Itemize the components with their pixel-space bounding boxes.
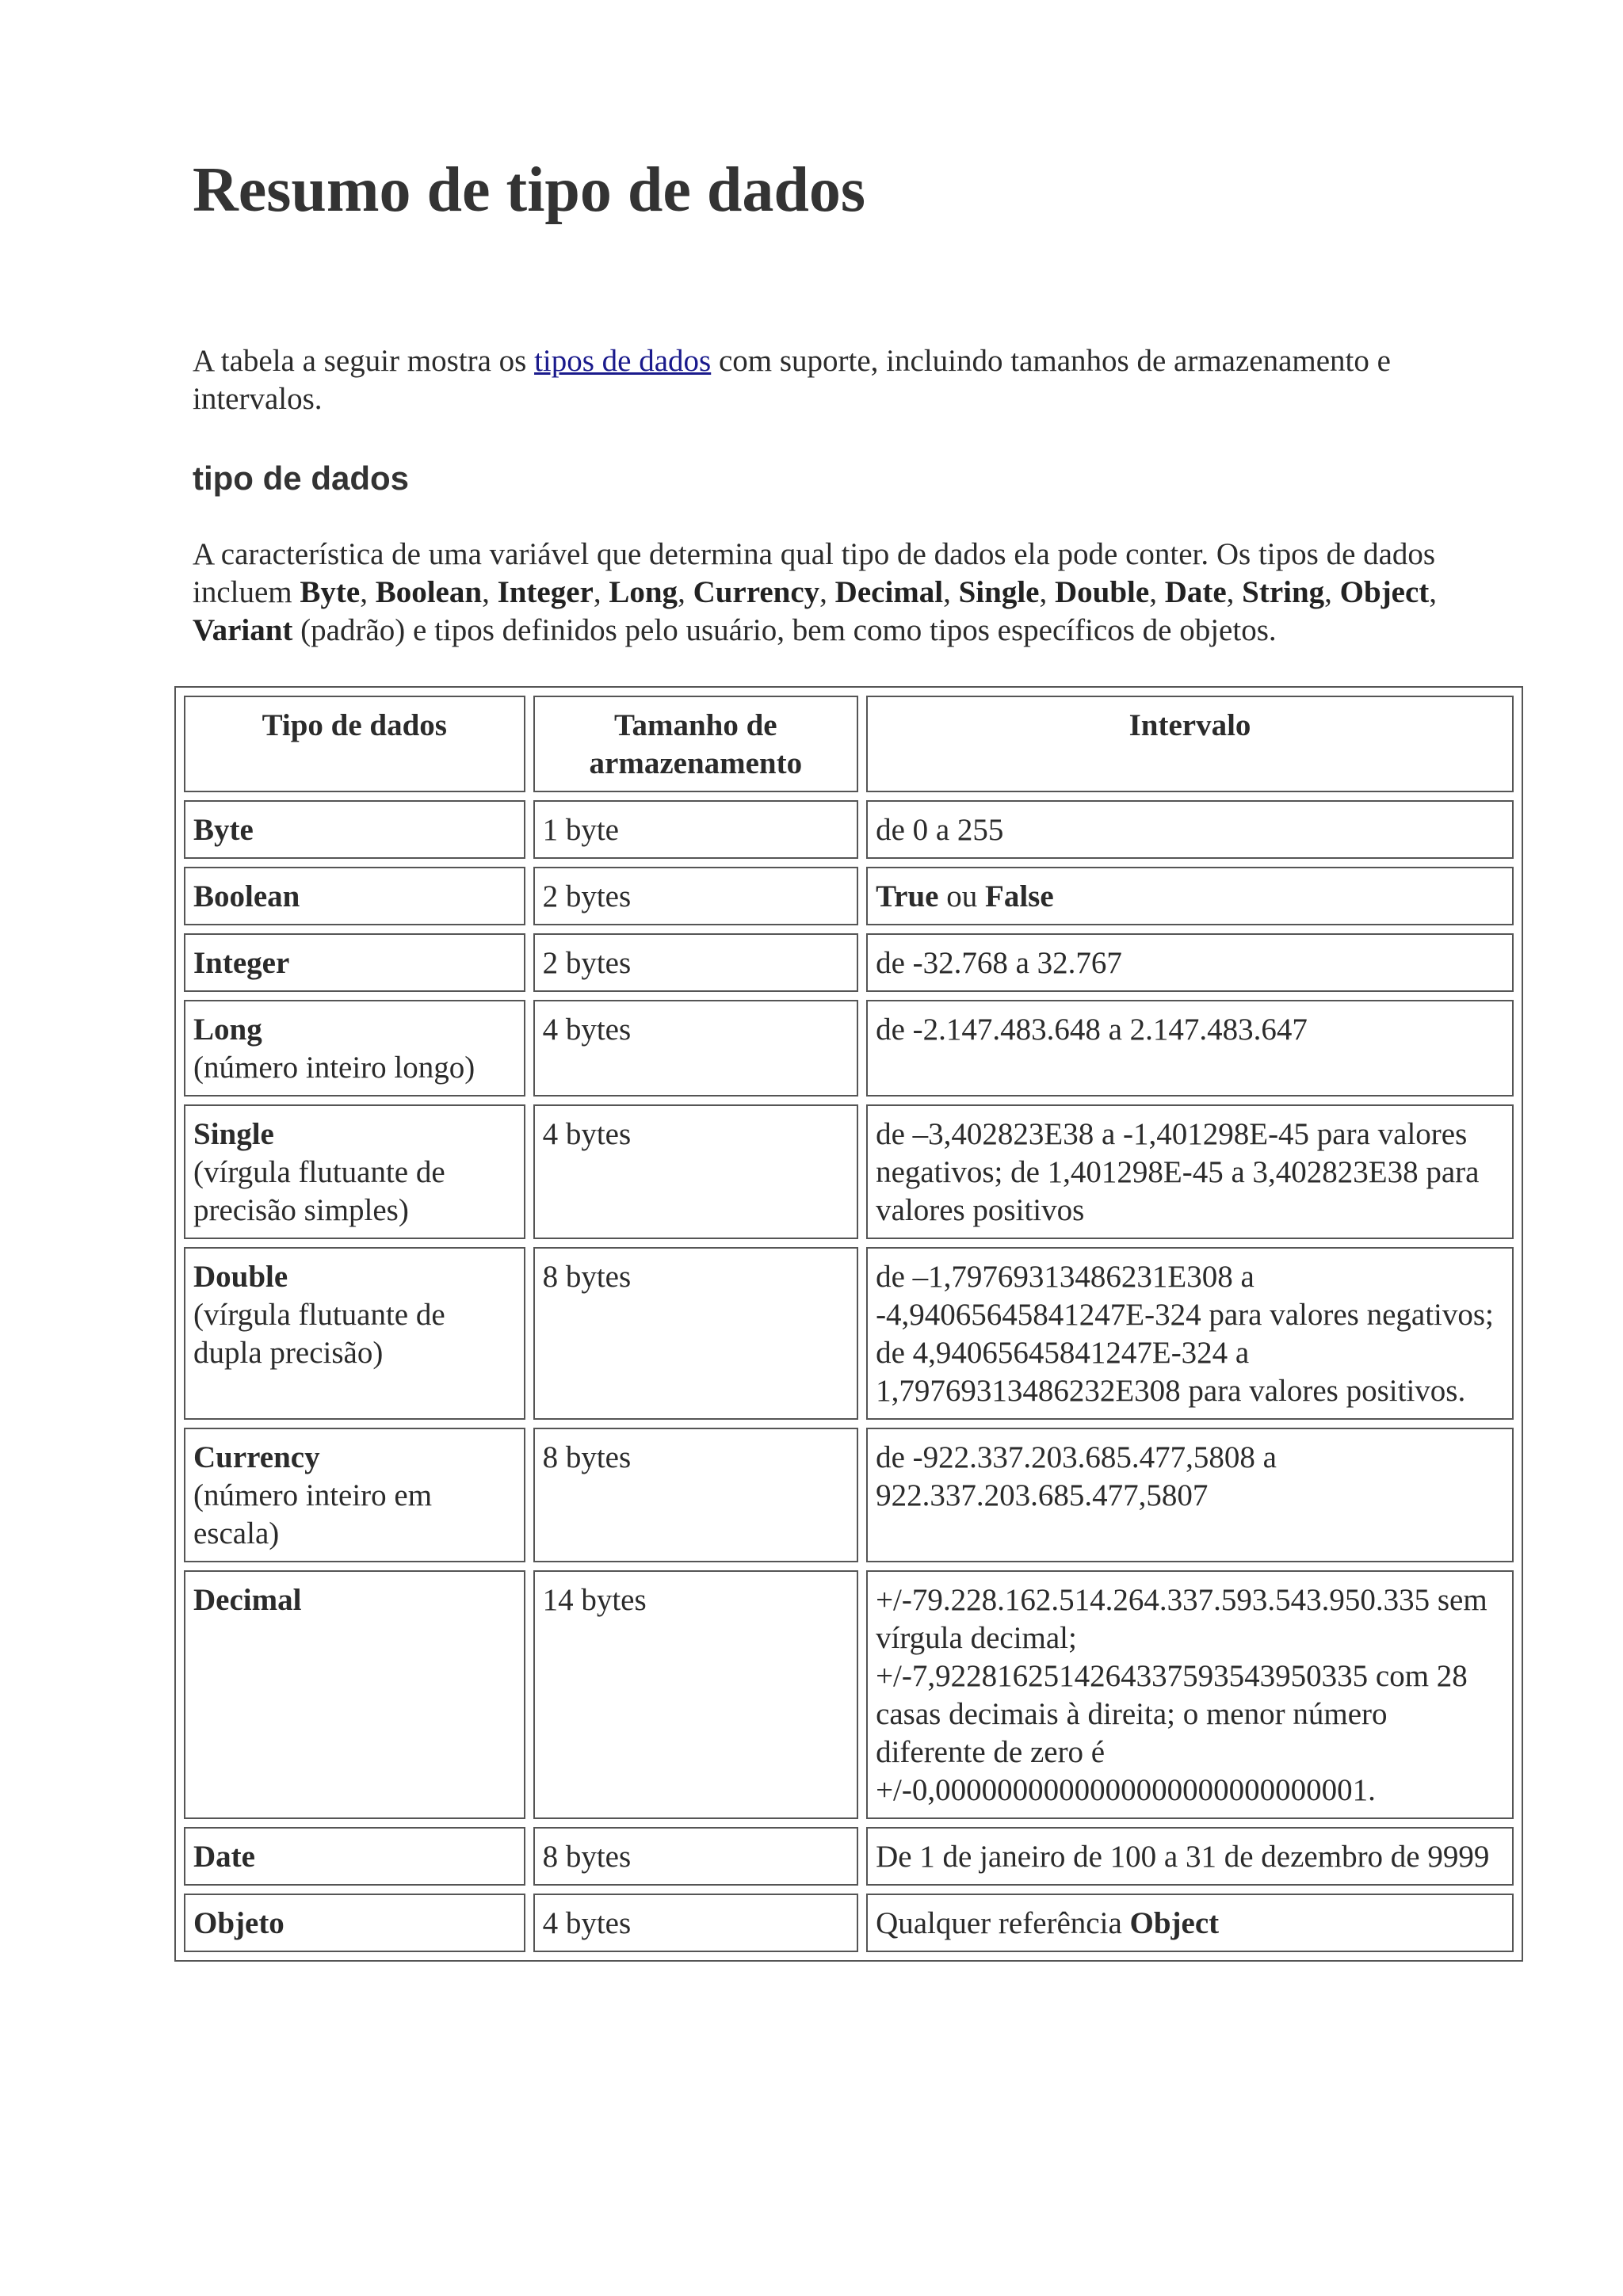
description-type-long: Long xyxy=(609,575,678,609)
cell-range: de –3,402823E38 a -1,401298E-45 para valores negativos; de 1,401298E-45 a 3,402823E38 para valores positivos xyxy=(866,1104,1514,1239)
range-keyword: True xyxy=(876,879,939,913)
intro-text-before: A tabela a seguir mostra os xyxy=(193,344,535,378)
type-name: Single xyxy=(193,1117,274,1151)
cell-type xyxy=(184,800,525,859)
type-name: Currency xyxy=(193,1440,320,1474)
range-keyword: False xyxy=(985,879,1054,913)
cell-storage-size: 4 bytes xyxy=(533,1104,858,1239)
header-range: Intervalo xyxy=(866,696,1514,792)
type-note: (vírgula flutuante de precisão simples) xyxy=(193,1155,445,1227)
cell-range: de -2.147.483.648 a 2.147.483.647 xyxy=(866,1000,1514,1097)
type-name: Byte xyxy=(193,813,254,847)
cell-range: de 0 a 255 xyxy=(866,800,1514,859)
range-text: ou xyxy=(938,879,985,913)
description-type-variant: Variant xyxy=(193,613,293,647)
table-row xyxy=(184,1428,1514,1562)
cell-type xyxy=(184,1570,525,1819)
type-name: Integer xyxy=(193,946,290,980)
description-type-byte: Byte xyxy=(300,575,361,609)
type-name: Objeto xyxy=(193,1906,285,1940)
cell-range: de -922.337.203.685.477,5808 a 922.337.203.685.477,5807 xyxy=(866,1428,1514,1562)
cell-storage-size: 8 bytes xyxy=(533,1247,858,1420)
cell-type xyxy=(184,933,525,992)
type-name: Date xyxy=(193,1840,255,1874)
data-types-table xyxy=(174,686,1523,1962)
cell-storage-size: 14 bytes xyxy=(533,1570,858,1819)
description-type-single: Single xyxy=(958,575,1040,609)
table-row xyxy=(184,800,1514,859)
type-name: Double xyxy=(193,1260,288,1294)
header-type: Tipo de dados xyxy=(184,696,525,792)
type-name: Long xyxy=(193,1013,262,1047)
cell-range: De 1 de janeiro de 100 a 31 de dezembro de 9999 xyxy=(866,1827,1514,1886)
type-name: Decimal xyxy=(193,1583,302,1617)
type-note: (número inteiro em escala) xyxy=(193,1478,433,1550)
cell-range: +/-79.228.162.514.264.337.593.543.950.335 sem vírgula decimal; +/-7,9228162514264337593543950335 com 28 casas decimais à direita; o menor número diferente de zero é +/-0,0000000000000000000000000001. xyxy=(866,1570,1514,1819)
table-row xyxy=(184,1827,1514,1886)
table-row xyxy=(184,1247,1514,1420)
description-type-object: Object xyxy=(1339,575,1430,609)
cell-type xyxy=(184,1247,525,1420)
description-type-string: String xyxy=(1242,575,1325,609)
cell-storage-size: 4 bytes xyxy=(533,1000,858,1097)
type-note: (número inteiro longo) xyxy=(193,1051,475,1085)
range-text: Qualquer referência xyxy=(876,1906,1130,1940)
table-row xyxy=(184,1570,1514,1819)
cell-storage-size: 2 bytes xyxy=(533,933,858,992)
cell-storage-size: 8 bytes xyxy=(533,1827,858,1886)
intro-paragraph xyxy=(193,342,1476,418)
range-keyword: Object xyxy=(1129,1906,1220,1940)
description-type-decimal: Decimal xyxy=(834,575,944,609)
table-header-row xyxy=(184,696,1514,792)
description-type-integer: Integer xyxy=(497,575,594,609)
type-note: (vírgula flutuante de dupla precisão) xyxy=(193,1298,445,1370)
description-type-boolean: Boolean xyxy=(375,575,483,609)
cell-range: de –1,79769313486231E308 a -4,94065645841247E-324 para valores negativos; de 4,94065645841247E-324 a 1,79769313486232E308 para valores positivos. xyxy=(866,1247,1514,1420)
table-row xyxy=(184,933,1514,992)
cell-storage-size: 8 bytes xyxy=(533,1428,858,1562)
table-row xyxy=(184,867,1514,925)
cell-type xyxy=(184,1000,525,1097)
cell-type xyxy=(184,1104,525,1239)
cell-storage-size: 4 bytes xyxy=(533,1894,858,1952)
cell-storage-size: 2 bytes xyxy=(533,867,858,925)
cell-type xyxy=(184,867,525,925)
description-paragraph: A característica de uma variável que determina qual tipo de dados ela pode conter. Os tipos de dados incluem Byte, Boolean, Integer, Long, Currency, Decimal, Single, Double, Date, String, Object, Variant (padrão) e tipos definidos pelo usuário, bem como tipos específicos de objetos. xyxy=(193,537,1438,647)
cell-range xyxy=(866,1894,1514,1952)
cell-type xyxy=(184,1827,525,1886)
cell-type xyxy=(184,1428,525,1562)
header-storage-size: Tamanho de armazenamento xyxy=(533,696,858,792)
section-heading: tipo de dados xyxy=(193,460,409,497)
description-type-double: Double xyxy=(1054,575,1150,609)
table-row xyxy=(184,1000,1514,1097)
cell-range xyxy=(866,867,1514,925)
cell-storage-size: 1 byte xyxy=(533,800,858,859)
cell-range: de -32.768 a 32.767 xyxy=(866,933,1514,992)
data-types-link[interactable]: tipos de dados xyxy=(534,344,712,378)
table-row xyxy=(184,1104,1514,1239)
description-type-currency: Currency xyxy=(693,575,820,609)
intro-text-after: com suporte, incluindo tamanhos de armazenamento e intervalos. xyxy=(193,344,1391,416)
type-name: Boolean xyxy=(193,879,300,913)
description-tail: (padrão) e tipos definidos pelo usuário, bem como tipos específicos de objetos. xyxy=(292,613,1277,647)
description-type-date: Date xyxy=(1164,575,1227,609)
page-title: Resumo de tipo de dados xyxy=(193,155,866,225)
cell-type xyxy=(184,1894,525,1952)
description-lead: A característica de uma variável que determina qual tipo de dados ela pode conter. Os tipos de dados incluem xyxy=(193,537,1436,609)
table-body xyxy=(184,800,1514,1952)
table-row xyxy=(184,1894,1514,1952)
